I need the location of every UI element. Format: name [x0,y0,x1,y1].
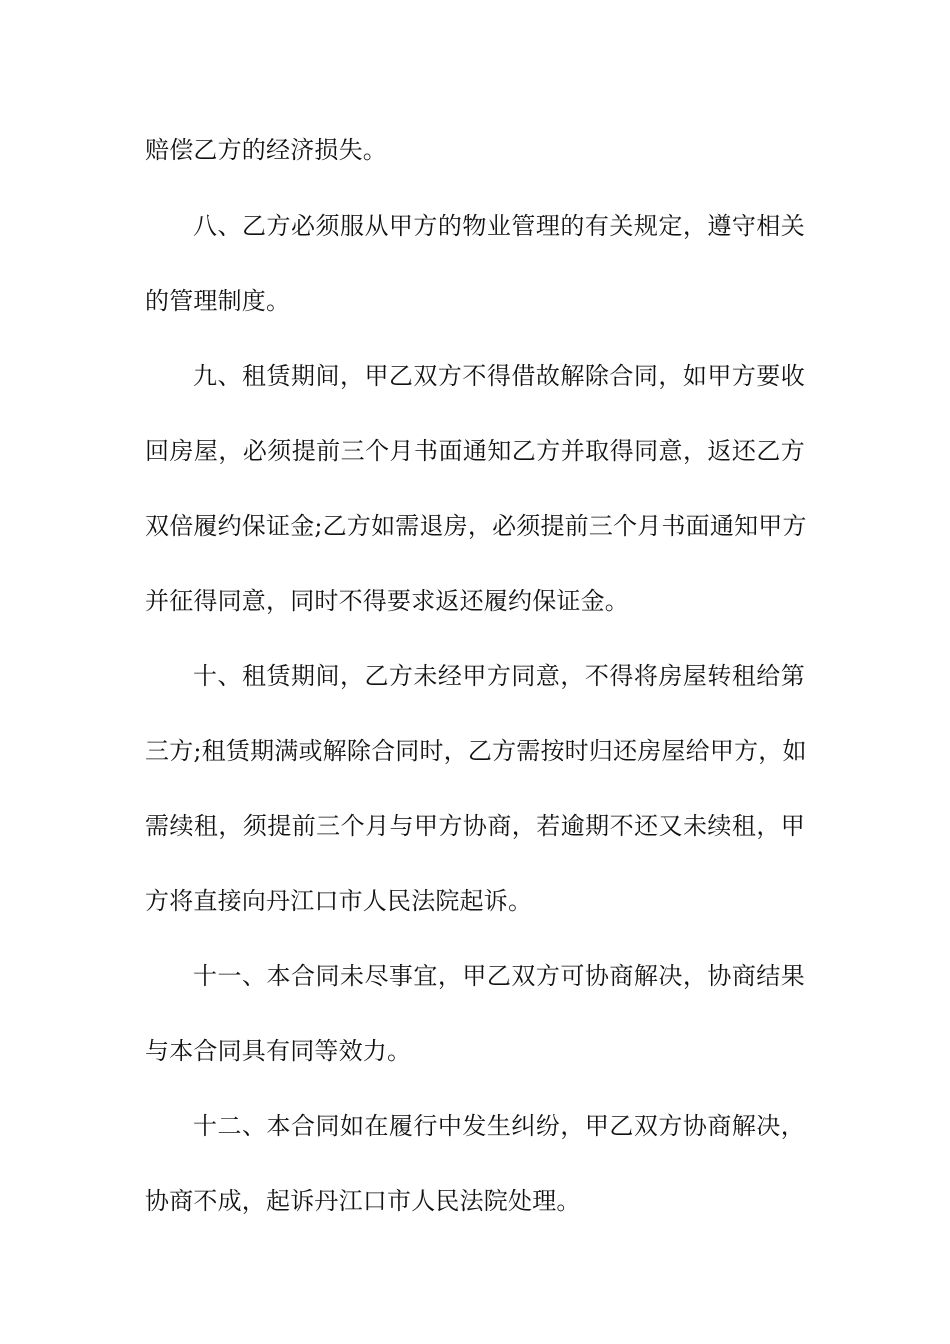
text-line: 双倍履约保证金;乙方如需退房，必须提前三个月书面通知甲方 [145,512,807,540]
clause-11-line: 十一、本合同未尽事宜，甲乙双方可协商解决，协商结果 [193,962,805,990]
text-line: 赔偿乙方的经济损失。 [145,136,387,164]
text-line: 并征得同意，同时不得要求返还履约保证金。 [145,587,629,615]
text-line: 协商不成，起诉丹江口市人民法院处理。 [145,1187,581,1215]
clause-9-line: 九、租赁期间，甲乙双方不得借故解除合同，如甲方要收 [193,362,805,390]
text-line: 与本合同具有同等效力。 [145,1037,412,1065]
clause-8-line: 八、乙方必须服从甲方的物业管理的有关规定，遵守相关 [193,212,805,240]
clause-10-line: 十、租赁期间，乙方未经甲方同意，不得将房屋转租给第 [193,662,805,690]
text-line: 回房屋，必须提前三个月书面通知乙方并取得同意，返还乙方 [145,437,805,465]
text-line: 方将直接向丹江口市人民法院起诉。 [145,887,533,915]
clause-12-line: 十二、本合同如在履行中发生纠纷，甲乙双方协商解决， [193,1112,805,1140]
text-line: 需续租，须提前三个月与甲方协商，若逾期不还又未续租，甲 [145,812,805,840]
text-line: 三方;租赁期满或解除合同时，乙方需按时归还房屋给甲方，如 [145,737,807,765]
text-line: 的管理制度。 [145,287,291,315]
